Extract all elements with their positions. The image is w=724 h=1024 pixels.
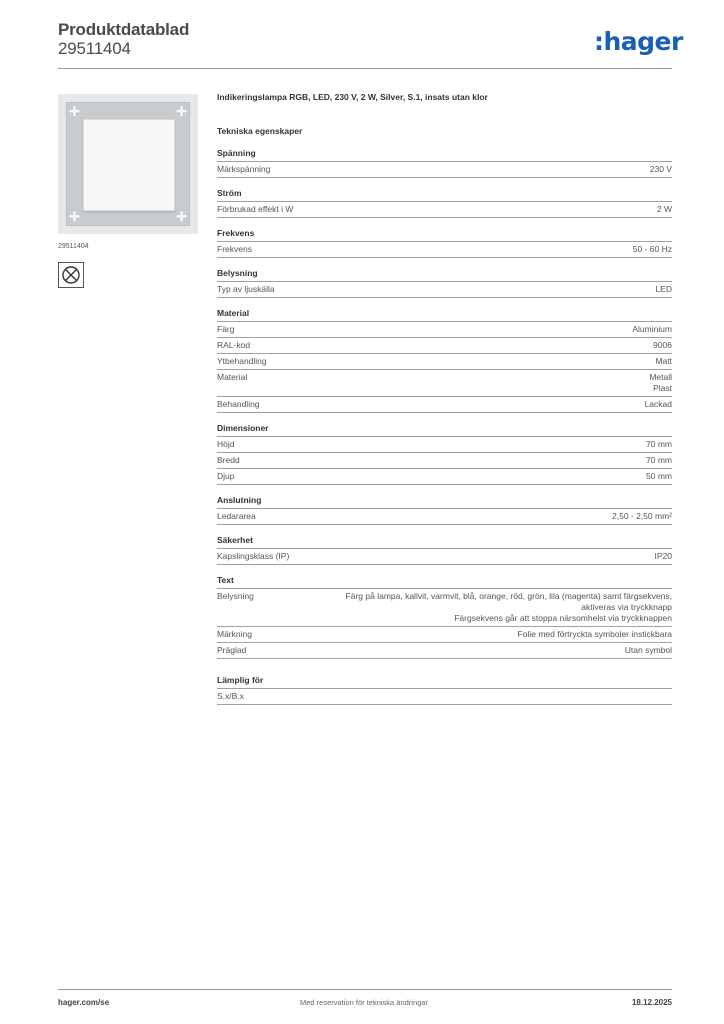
image-caption: 29511404 [58,243,89,250]
footer-date: 18.12.2025 [631,998,672,1007]
spec-label: Präglad [217,645,247,655]
hager-logo[interactable]: :hager [594,27,683,56]
product-image [58,94,198,234]
frame-plate [66,102,190,226]
spec-value: Folie med förtryckta symboler instickbara [517,629,672,639]
spec-row [217,202,672,218]
spec-label: Kapslingsklass (IP) [217,551,290,561]
spec-row [217,469,672,485]
screw-mark-icon: ✛ [176,209,187,224]
spec-row [217,689,672,705]
spec-value: IP20 [654,551,672,561]
section-title: Spänning [217,148,672,162]
spec-label: Belysning [217,591,254,601]
spec-label: Bredd [217,455,240,465]
spec-value: 70 mm [646,455,672,465]
lamp-insert [83,119,175,211]
spec-section [217,148,672,178]
spec-section [217,575,672,659]
spec-label: Behandling [217,399,260,409]
spec-section [217,495,672,525]
spec-row [217,509,672,525]
product-number: 29511404 [58,39,131,58]
spec-label: RAL-kod [217,340,251,350]
footer-website[interactable]: hager.com/se [58,998,110,1007]
spec-section [217,188,672,218]
spec-section [217,535,672,565]
spec-row [217,242,672,258]
spec-row [217,589,672,627]
spec-row [217,162,672,178]
spec-row [217,643,672,659]
spec-value: 50 mm [646,471,672,481]
section-title: Ström [217,188,672,202]
spec-value: Aluminium [632,324,672,334]
spec-sections [217,148,672,705]
spec-content [217,92,672,715]
screw-mark-icon: ✛ [69,209,80,224]
spec-section [217,268,672,298]
spec-value: Lackad [644,399,672,409]
tech-heading: Tekniska egenskaper [217,126,303,136]
product-description: Indikeringslampa RGB, LED, 230 V, 2 W, Silver, S.1, insats utan klor [217,92,488,102]
spec-label: Märkning [217,629,252,639]
spec-label: S.x/B.x [217,691,244,701]
section-title: Frekvens [217,228,672,242]
spec-label: Frekvens [217,244,252,254]
spec-value: 50 - 60 Hz [632,244,672,254]
spec-row [217,282,672,298]
spec-row [217,370,672,397]
screw-mark-icon: ✛ [176,104,187,119]
spec-section [217,675,672,705]
section-title: Dimensioner [217,423,672,437]
section-title: Säkerhet [217,535,672,549]
spec-row [217,549,672,565]
spec-section [217,423,672,485]
spec-label: Färg [217,324,235,334]
spec-value: 2 W [656,204,672,214]
section-title: Text [217,575,672,589]
spec-value: LED [655,284,672,294]
spec-label: Höjd [217,439,235,449]
footer-divider [58,989,672,990]
section-title: Anslutning [217,495,672,509]
spec-value: Metall Plast [649,372,672,393]
section-title: Belysning [217,268,672,282]
spec-label: Förbrukad effekt i W [217,204,294,214]
spec-section [217,308,672,413]
spec-section [217,228,672,258]
spec-label: Material [217,372,248,382]
screw-mark-icon: ✛ [69,104,80,119]
spec-value: 2,50 - 2,50 mm² [612,511,672,521]
spec-value: Färg på lampa, kallvit, varmvit, blå, orange, röd, grön, lila (magenta) samt färgsekvens, aktiveras via tryckknapp Färgsekvens går att stoppa närsomhelst via tryckknappen [345,591,672,623]
spec-row [217,397,672,413]
spec-label: Märkspänning [217,164,271,174]
spec-label: Ytbehandling [217,356,267,366]
section-title: Lämplig för [217,675,672,689]
spec-label: Typ av ljuskälla [217,284,275,294]
spec-value: 9006 [653,340,672,350]
lamp-symbol-icon [58,262,84,288]
footer-disclaimer: Med reservation för tekniska ändringar [300,998,428,1007]
spec-row [217,354,672,370]
spec-row [217,437,672,453]
spec-label: Djup [217,471,235,481]
page-title: Produktdatablad [58,20,190,39]
spec-value: Utan symbol [624,645,672,655]
spec-value: Matt [655,356,672,366]
spec-value: 230 V [649,164,672,174]
spec-value: 70 mm [646,439,672,449]
spec-row [217,338,672,354]
spec-label: Ledararea [217,511,256,521]
spec-row [217,453,672,469]
spec-row [217,627,672,643]
header-divider [58,68,672,69]
spec-row [217,322,672,338]
section-title: Material [217,308,672,322]
